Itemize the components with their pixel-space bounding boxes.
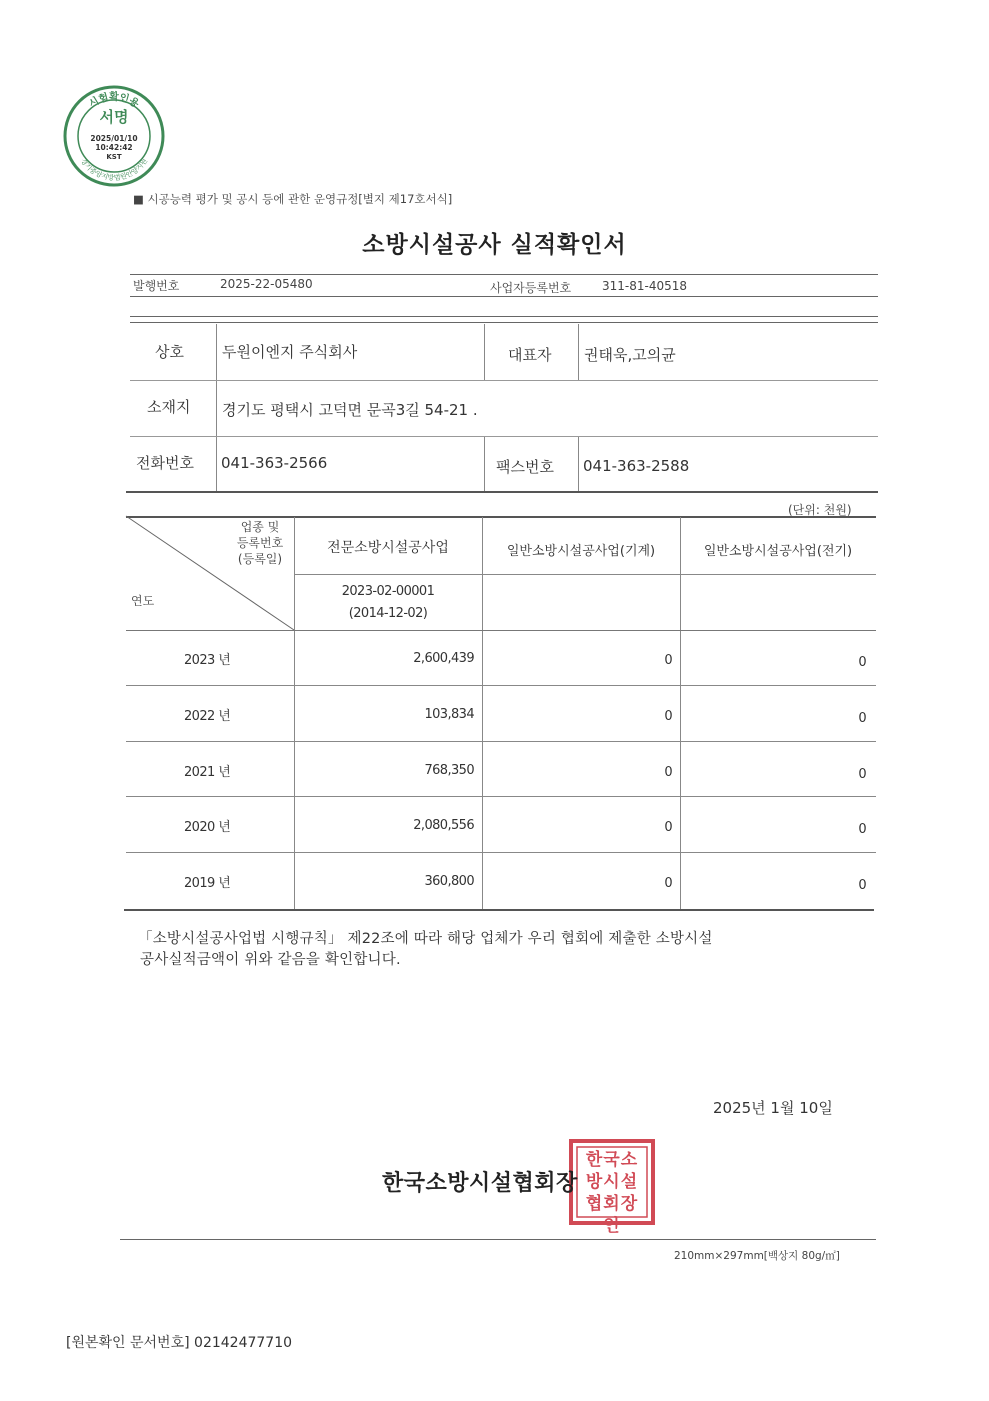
- table-bottom-line: [124, 909, 874, 911]
- col-header-specialized: 전문소방시설공사업: [327, 540, 449, 556]
- tel-value: 041-363-2566: [221, 454, 328, 472]
- stamp-tz: KST: [106, 153, 122, 161]
- stamp-date: 2025/01/10: [90, 134, 138, 143]
- row-mechanical-value: 0: [664, 653, 672, 668]
- row-mechanical-value: 0: [664, 765, 672, 780]
- bizreg-value: 311-81-40518: [602, 279, 688, 293]
- fax-label: 팩스번호: [496, 458, 554, 476]
- document-title: 소방시설공사 실적확인서: [362, 232, 627, 258]
- corner-top-label: [226, 519, 294, 567]
- red-seal: [568, 1138, 656, 1236]
- stamp-ring-top: 시험확인용: [87, 92, 141, 111]
- doc-number-value: 02142477710: [194, 1335, 293, 1351]
- issue-number-value: 2025-22-05480: [220, 277, 313, 291]
- company-top-line-2: [130, 322, 878, 323]
- row-year: 2019 년: [184, 876, 231, 891]
- doc-number-label: [원본확인 문서번호]: [66, 1335, 190, 1351]
- row-year: 2022 년: [184, 709, 231, 724]
- row-line: [126, 796, 876, 797]
- representative-label: 대표자: [508, 346, 552, 364]
- address: 경기도 평택시 고덕면 문곡3길 54-21 .: [222, 401, 478, 419]
- row-specialized-value: 103,834: [424, 707, 474, 722]
- footer-line: [120, 1239, 876, 1240]
- issuer-name: 한국소방시설협회장: [382, 1171, 578, 1196]
- issue-number-label: 발행번호: [133, 279, 180, 293]
- paper-size: 210mm×297mm[백상지 80g/㎡]: [674, 1250, 840, 1262]
- company-divider-4: [484, 436, 485, 492]
- address-label: 소재지: [147, 398, 191, 416]
- header-mid-line: [294, 574, 876, 575]
- issue-top-line: [130, 274, 878, 275]
- row-line: [126, 852, 876, 853]
- row-year: 2021 년: [184, 765, 231, 780]
- representative: 권태욱,고의균: [584, 346, 676, 364]
- bizreg-label: 사업자등록번호: [490, 281, 572, 295]
- company-top-line-1: [130, 316, 878, 317]
- row-specialized-value: 2,080,556: [413, 818, 474, 833]
- corner-top-line-2: 등록번호: [236, 536, 284, 550]
- row-year: 2020 년: [184, 820, 231, 835]
- statement-line-2: 공사실적금액이 위와 같음을 확인합니다.: [140, 952, 401, 968]
- stamp-label: 서명: [99, 108, 129, 126]
- corner-top-line-3: (등록일): [237, 552, 283, 566]
- row-mechanical-value: 0: [664, 876, 672, 891]
- row-line: [126, 741, 876, 742]
- row-mechanical-value: 0: [664, 820, 672, 835]
- corner-bottom-label: 연도: [131, 594, 155, 608]
- row-year: 2023 년: [184, 653, 231, 668]
- company-divider-2: [484, 324, 485, 380]
- company-name: 두원이엔지 주식회사: [222, 343, 358, 361]
- col-header-general-electrical: 일반소방시설공사업(전기): [703, 544, 853, 559]
- row-line: [126, 685, 876, 686]
- issue-date: 2025년 1월 10일: [713, 1099, 833, 1117]
- col-header-general-mechanical: 일반소방시설공사업(기계): [506, 544, 656, 559]
- stamp-ring-bottom: 경기중앙지방법원안양지원: [78, 156, 150, 183]
- header-bottom-line: [126, 630, 876, 631]
- seal-text: 한국소방시설협회장인: [585, 1150, 639, 1236]
- company-row-line-1: [130, 380, 878, 381]
- row-specialized-value: 2,600,439: [413, 651, 474, 666]
- corner-top-line-1: 업종 및: [240, 520, 280, 534]
- stamp-time: 10:42:42: [95, 143, 133, 152]
- company-bottom-line: [126, 491, 878, 493]
- form-note: ■ 시공능력 평가 및 공시 등에 관한 운영규정[별지 제17호서식]: [133, 192, 453, 206]
- company-name-label: 상호: [155, 343, 184, 361]
- issue-bottom-line: [130, 296, 878, 297]
- company-divider-3: [578, 324, 579, 380]
- verification-stamp-graphic: [62, 84, 166, 188]
- tel-label: 전화번호: [136, 454, 194, 472]
- unit-label: (단위: 천원): [788, 503, 852, 517]
- original-doc-number: [66, 1332, 292, 1352]
- registration-number: 2023-02-00001: [341, 584, 435, 599]
- row-electrical-value: 0: [858, 711, 866, 726]
- registration-date: (2014-12-02): [348, 606, 428, 621]
- row-specialized-value: 768,350: [424, 763, 474, 778]
- company-row-line-2: [130, 436, 878, 437]
- statement-line-1: 「소방시설공사업법 시행규칙」 제22조에 따라 해당 업체가 우리 협회에 제출한 소방시설: [138, 931, 713, 947]
- fax-value: 041-363-2588: [583, 457, 690, 475]
- row-electrical-value: 0: [858, 878, 866, 893]
- company-divider-1: [216, 324, 217, 492]
- verification-stamp: [62, 84, 166, 188]
- row-electrical-value: 0: [858, 767, 866, 782]
- row-specialized-value: 360,800: [424, 874, 474, 889]
- row-electrical-value: 0: [858, 822, 866, 837]
- row-electrical-value: 0: [858, 655, 866, 670]
- row-mechanical-value: 0: [664, 709, 672, 724]
- company-divider-5: [578, 436, 579, 492]
